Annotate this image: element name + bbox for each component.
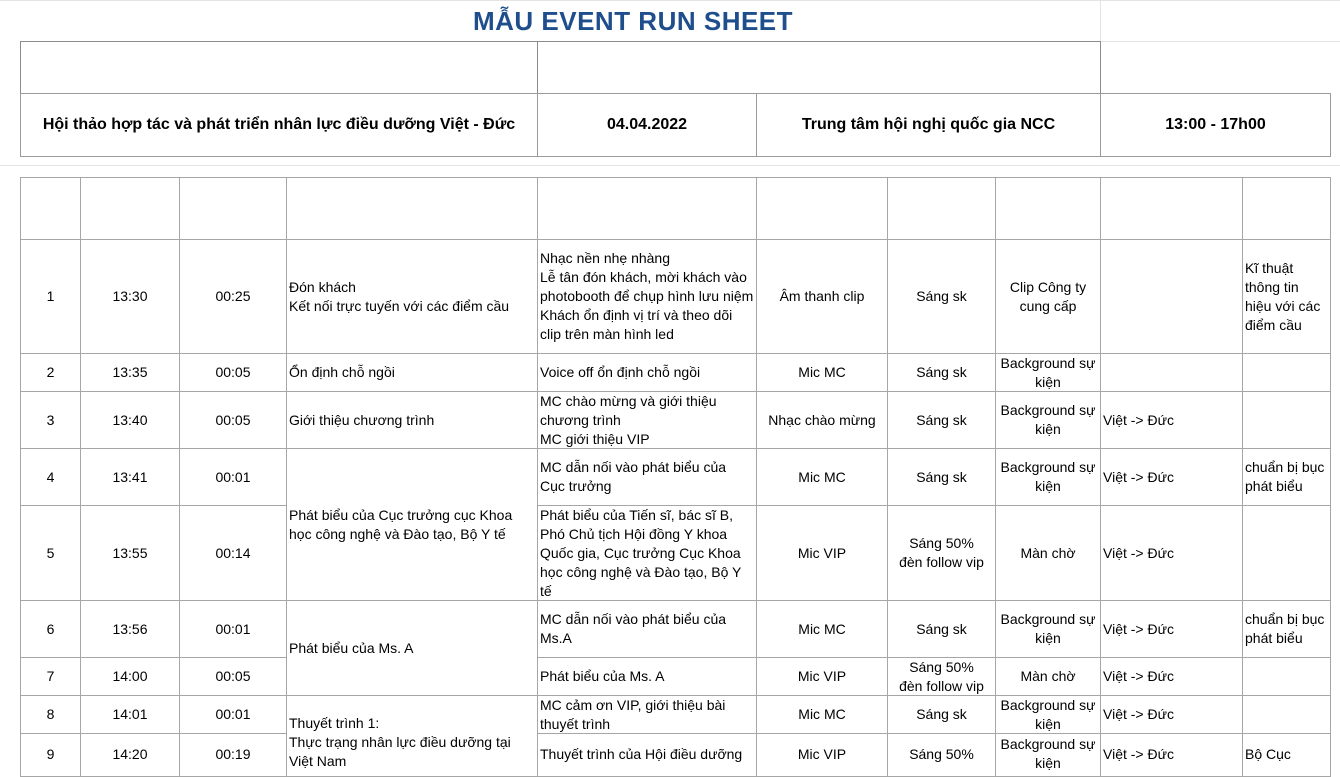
row-translation: Việt -> Đức [1103,668,1174,684]
event-date: 04.04.2022 [537,93,757,157]
row-lighting: Sáng 50% [909,745,974,762]
row-duration: 00:05 [215,364,251,380]
sheet-gridline [0,165,1340,166]
row-time: 13:30 [112,288,148,304]
row-content: MC chào mừng và giới thiệu chương trình MC giới thiệu VIP [540,392,717,447]
row-duration: 00:25 [215,288,251,304]
row-number: 3 [46,411,55,428]
segment-label: Thuyết trình 1: Thực trạng nhân lực điều dưỡng tại Việt Nam [289,715,511,769]
row-note [1243,696,1331,733]
segment-label: Giới thiệu chương trình [289,411,435,428]
row-translation [1101,354,1242,391]
row-screen: Background sự kiện [1000,696,1096,732]
segment-label: Ổn định chỗ ngồi [289,364,395,380]
row-audio: Mic MC [798,364,846,380]
row-note [1243,506,1331,600]
row-screen: Màn chờ [1020,668,1076,684]
row-time: 14:20 [112,745,148,762]
row-number: 8 [46,706,55,722]
row-duration: 00:01 [215,620,251,637]
segment-label: Phát biểu của Cục trưởng cục Khoa học công nghệ và Đào tạo, Bộ Y tế [289,506,513,542]
row-duration: 00:05 [215,668,251,684]
event-time: 13:00 - 17h00 [1100,93,1331,157]
row-lighting: Sáng 50% đèn follow vip [899,658,984,694]
segment-label: Phát biểu của Ms. A [289,639,414,656]
logo-placeholder-box [20,41,538,94]
row-screen: Background sự kiện [1000,402,1096,437]
row-lighting: Sáng sk [916,706,967,722]
row-note [1243,658,1331,695]
row-screen: Màn chờ [1020,544,1076,561]
segment-label: Đón khách Kết nối trực tuyến với các điểm cầu [289,278,510,314]
row-note: chuẩn bị bục phát biểu [1245,611,1325,646]
row-screen: Background sự kiện [1000,611,1096,646]
row-audio: Mic VIP [797,668,847,684]
row-number: 7 [46,668,55,684]
row-audio: Mic MC [798,620,846,637]
row-content: Voice off ổn định chỗ ngồi [540,364,701,380]
row-lighting: Sáng sk [916,288,967,304]
row-screen: Background sự kiện [1000,459,1096,494]
row-content: MC cảm ơn VIP, giới thiệu bài thuyết trình [540,696,726,732]
row-time: 13:41 [112,468,148,485]
row-duration: 00:05 [215,411,251,428]
row-time: 13:35 [112,364,148,380]
row-translation: Việt -> Đức [1103,745,1174,762]
row-time: 14:00 [112,668,148,684]
row-number: 6 [46,620,55,637]
row-translation: Việt -> Đức [1103,468,1174,485]
row-number: 2 [46,364,55,380]
row-duration: 00:01 [215,468,251,485]
row-translation: Việt -> Đức [1103,411,1174,428]
row-screen: Clip Công ty cung cấp [1009,278,1087,314]
row-duration: 00:14 [215,544,251,561]
row-screen: Background sự kiện [1000,736,1096,771]
row-note: chuẩn bị bục phát biểu [1245,459,1325,494]
row-time: 13:56 [112,620,148,637]
row-duration: 00:19 [215,745,251,762]
row-time: 14:01 [112,706,148,722]
row-note: Bộ Cục [1245,745,1291,762]
row-time: 13:55 [112,544,148,561]
row-lighting: Sáng sk [916,468,967,485]
sheet-gridline [0,0,1340,1]
row-number: 5 [46,544,55,561]
row-lighting: Sáng 50% đèn follow vip [899,535,984,570]
row-note: Kĩ thuật thông tin hiệu với các điểm cầu [1245,259,1321,333]
row-audio: Mic MC [798,706,846,722]
row-content: MC dẫn nối vào phát biểu của Cục trưởng [540,459,727,494]
header-placeholder-box [537,41,1101,94]
row-note [1243,354,1331,391]
row-lighting: Sáng sk [916,620,967,637]
row-audio: Mic VIP [797,745,847,762]
row-content: MC dẫn nối vào phát biểu của Ms.A [540,611,727,646]
row-screen: Background sự kiện [1000,354,1096,390]
row-translation [1101,240,1242,353]
row-time: 13:40 [112,411,148,428]
row-note [1243,392,1331,448]
page-title: MẪU EVENT RUN SHEET [472,6,794,36]
row-content: Nhạc nền nhẹ nhàng Lễ tân đón khách, mời khách vào photobooth để chụp hình lưu niệm Khách ổn định vị trí và theo dõi clip trên màn hình led [540,250,754,342]
row-audio: Mic MC [798,468,846,485]
row-audio: Âm thanh clip [779,288,865,304]
row-lighting: Sáng sk [916,411,967,428]
event-name: Hội thảo hợp tác và phát triển nhân lực điều dưỡng Việt - Đức [20,93,538,157]
row-content: Phát biểu của Ms. A [540,668,665,684]
row-content: Phát biểu của Tiến sĩ, bác sĩ B, Phó Chủ tịch Hội đồng Y khoa Quốc gia, Cục trưởng Cục Khoa học công nghệ và Đào tạo, Bộ Y tế [540,506,742,599]
row-audio: Nhạc chào mừng [768,411,876,428]
row-translation: Việt -> Đức [1103,544,1174,561]
sheet-gridline [1100,41,1340,42]
row-translation: Việt -> Đức [1103,706,1174,722]
row-number: 9 [46,745,55,762]
row-content: Thuyết trình của Hội điều dưỡng [540,745,743,762]
row-number: 4 [46,468,55,485]
row-audio: Mic VIP [797,544,847,561]
row-lighting: Sáng sk [916,364,967,380]
row-duration: 00:01 [215,706,251,722]
row-number: 1 [46,288,55,304]
row-translation: Việt -> Đức [1103,620,1174,637]
event-venue: Trung tâm hội nghị quốc gia NCC [756,93,1101,157]
